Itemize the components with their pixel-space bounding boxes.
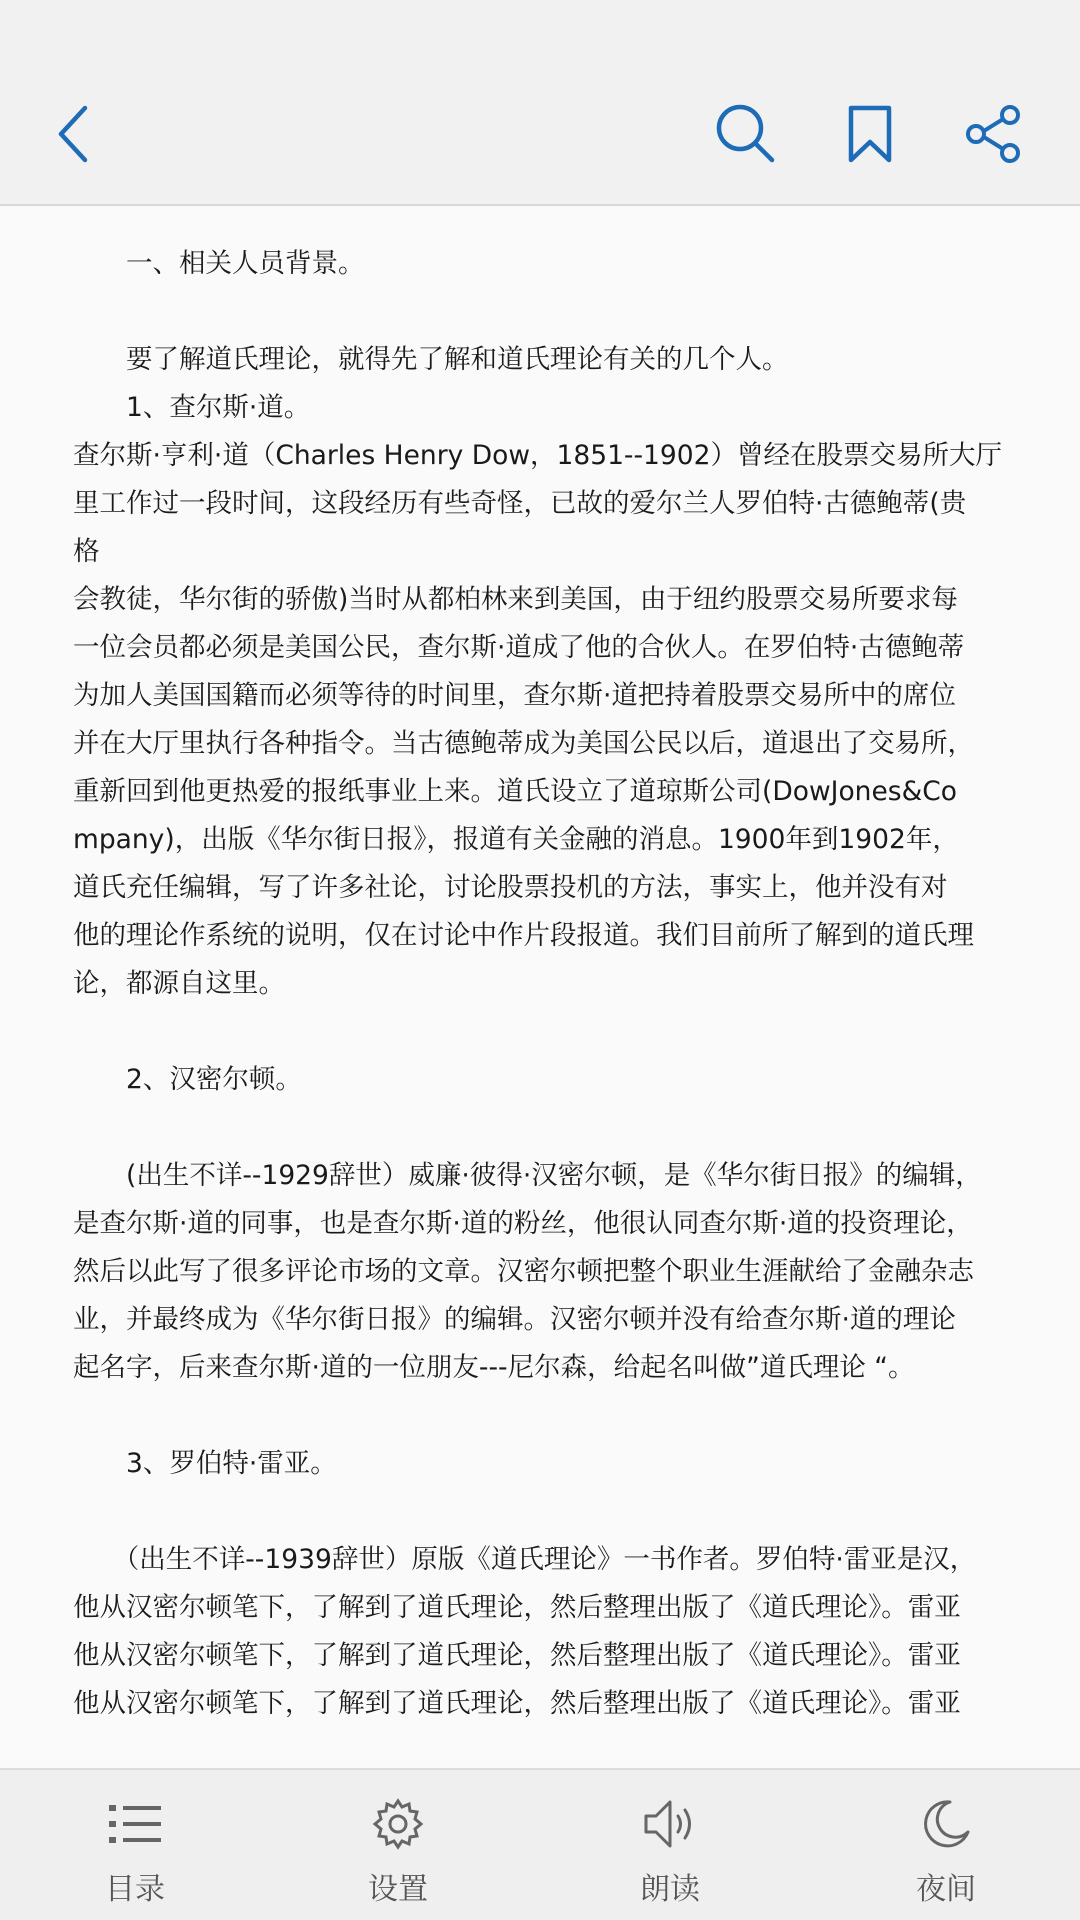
back-button[interactable] xyxy=(30,88,122,180)
share-icon xyxy=(964,104,1024,164)
text-line: 并在大厅里执行各种指令。当古德鲍蒂成为美国公民以后，道退出了交易所， xyxy=(73,728,974,759)
blank-line xyxy=(73,288,1033,336)
text-line: 要了解道氏理论，就得先了解和道氏理论有关的几个人。 xyxy=(73,344,789,375)
search-icon xyxy=(714,102,778,166)
speaker-icon xyxy=(638,1796,702,1852)
text-line: 他从汉密尔顿笔下，了解到了道氏理论，然后整理出版了《道氏理论》。雷亚 xyxy=(73,1640,961,1671)
text-line: 业，并最终成为《华尔街日报》的编辑。汉密尔顿并没有给查尔斯·道的理论 xyxy=(73,1304,956,1335)
chevron-left-icon xyxy=(51,102,101,166)
blank-line xyxy=(73,1008,1033,1056)
text-line: 一、相关人员背景。 xyxy=(73,248,365,279)
text-line: 然后以此写了很多评论市场的文章。汉密尔顿把整个职业生涯献给了金融杂志 xyxy=(73,1256,974,1287)
text-line: 一位会员都必须是美国公民，查尔斯·道成了他的合伙人。在罗伯特·古德鲍蒂 xyxy=(73,632,965,663)
blank-line xyxy=(73,1104,1033,1152)
text-line: 他从汉密尔顿笔下，了解到了道氏理论，然后整理出版了《道氏理论》。雷亚 xyxy=(73,1688,961,1719)
text-line: 重新回到他更热爱的报纸事业上来。道氏设立了道琼斯公司(DowJones&Co xyxy=(73,776,957,807)
article-body xyxy=(73,240,1033,1720)
bookmark-button[interactable] xyxy=(824,88,916,180)
text-line: 为加人美国国籍而必须等待的时间里，查尔斯·道把持着股票交易所中的席位 xyxy=(73,680,956,711)
night-mode-button[interactable] xyxy=(856,1770,1036,1920)
toc-label: 目录 xyxy=(105,1872,165,1907)
text-line: mpany)，出版《华尔街日报》，报道有关金融的消息。1900年到1902年， xyxy=(73,824,959,855)
text-line: 格 xyxy=(73,536,100,567)
text-line: 是查尔斯·道的同事，也是查尔斯·道的粉丝，他很认同查尔斯·道的投资理论， xyxy=(73,1208,973,1239)
share-button[interactable] xyxy=(948,88,1040,180)
bookmark-icon xyxy=(846,102,894,166)
settings-label: 设置 xyxy=(368,1872,428,1907)
text-line: 他从汉密尔顿笔下，了解到了道氏理论，然后整理出版了《道氏理论》。雷亚 xyxy=(73,1592,961,1623)
bottom-toolbar xyxy=(0,1768,1080,1920)
text-line: 他的理论作系统的说明，仅在讨论中作片段报道。我们目前所了解到的道氏理 xyxy=(73,920,974,951)
gear-icon xyxy=(366,1796,430,1852)
text-line: 论，都源自这里。 xyxy=(73,968,285,999)
text-line: （出生不详--1939辞世）原版《道氏理论》一书作者。罗伯特·雷亚是汉， xyxy=(73,1544,977,1575)
settings-button[interactable] xyxy=(308,1770,488,1920)
blank-line xyxy=(73,1488,1033,1536)
text-line: 里工作过一段时间，这段经历有些奇怪，已故的爱尔兰人罗伯特·古德鲍蒂(贵 xyxy=(73,488,967,519)
text-line: 起名字，后来查尔斯·道的一位朋友---尼尔森，给起名叫做”道氏理论 “。 xyxy=(73,1352,915,1383)
moon-icon xyxy=(914,1796,978,1852)
search-button[interactable] xyxy=(700,88,792,180)
top-toolbar xyxy=(0,0,1080,206)
read-aloud-button[interactable] xyxy=(580,1770,760,1920)
text-line: 1、查尔斯·道。 xyxy=(73,392,311,423)
night-mode-label: 夜间 xyxy=(916,1872,976,1907)
text-line: 会教徒，华尔街的骄傲)当时从都柏林来到美国，由于纽约股票交易所要求每 xyxy=(73,584,958,615)
text-line: 道氏充任编辑，写了许多社论，讨论股票投机的方法，事实上，他并没有对 xyxy=(73,872,948,903)
text-line: 3、罗伯特·雷亚。 xyxy=(73,1448,337,1479)
text-line: (出生不详--1929辞世）威廉·彼得·汉密尔顿，是《华尔街日报》的编辑， xyxy=(73,1160,982,1191)
text-line: 2、汉密尔顿。 xyxy=(73,1064,302,1095)
read-aloud-label: 朗读 xyxy=(640,1872,700,1907)
list-icon xyxy=(103,1796,167,1852)
text-line: 查尔斯·亨利·道（Charles Henry Dow，1851--1902）曾经在股票交易所大厅 xyxy=(73,440,1003,471)
blank-line xyxy=(73,1392,1033,1440)
toc-button[interactable] xyxy=(45,1770,225,1920)
